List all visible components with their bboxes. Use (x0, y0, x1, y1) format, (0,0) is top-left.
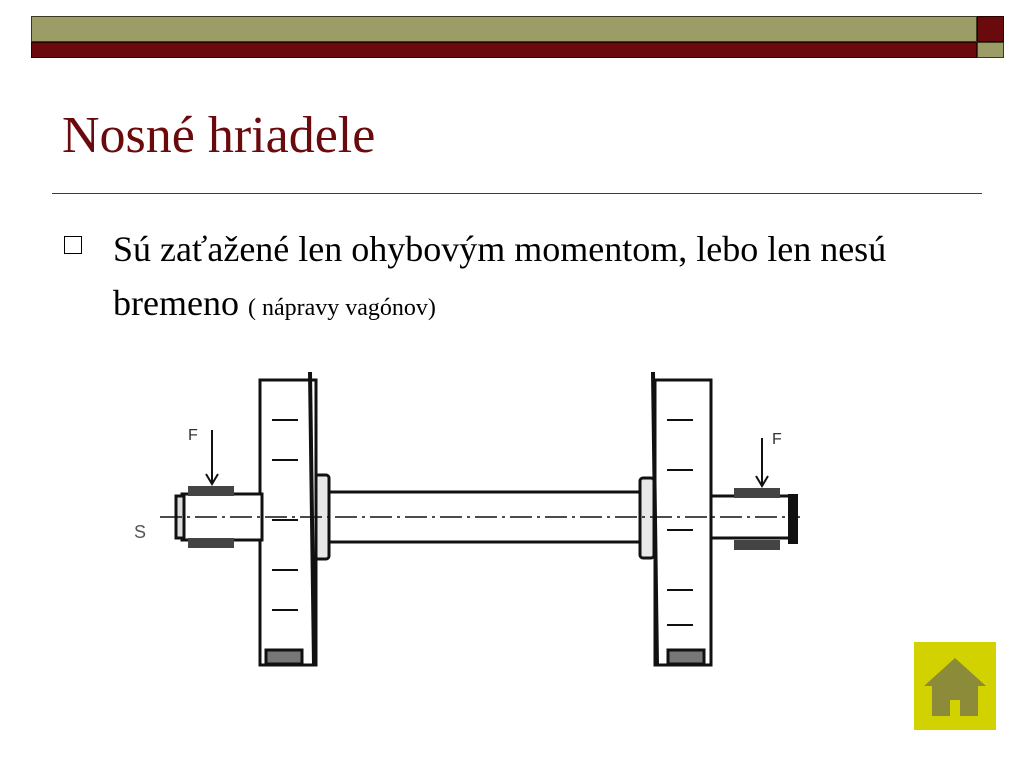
wheelset-svg (100, 360, 820, 680)
bullet-note: ( nápravy vagónov) (247, 295, 436, 321)
bullet-main-text: Sú zaťažené len ohybovým momentom, lebo len nesú bremeno (113, 229, 887, 323)
header-bar-olive (31, 16, 977, 42)
right-wheel (655, 380, 711, 665)
bullet-text (113, 222, 1013, 335)
right-rail (668, 650, 704, 664)
wheelset-drawing (100, 360, 820, 680)
slide-title: Nosné hriadele (62, 107, 376, 164)
left-wheel (260, 380, 316, 665)
left-point-label: S (134, 522, 147, 542)
left-force-label: F (188, 427, 198, 444)
left-bearing-top (188, 486, 234, 496)
title-divider (52, 193, 982, 194)
right-force-label: F (772, 431, 782, 448)
header-bar-red (31, 42, 977, 58)
home-button[interactable] (914, 642, 996, 730)
left-rail (266, 650, 302, 664)
right-bearing-bottom (734, 540, 780, 550)
wheel-ticks (272, 420, 693, 625)
bullet-square-icon (64, 236, 82, 254)
right-hub (640, 478, 654, 558)
header-square-olive (977, 42, 1004, 58)
right-bearing-top (734, 488, 780, 498)
left-bearing-bottom (188, 538, 234, 548)
header-square-red (977, 16, 1004, 42)
